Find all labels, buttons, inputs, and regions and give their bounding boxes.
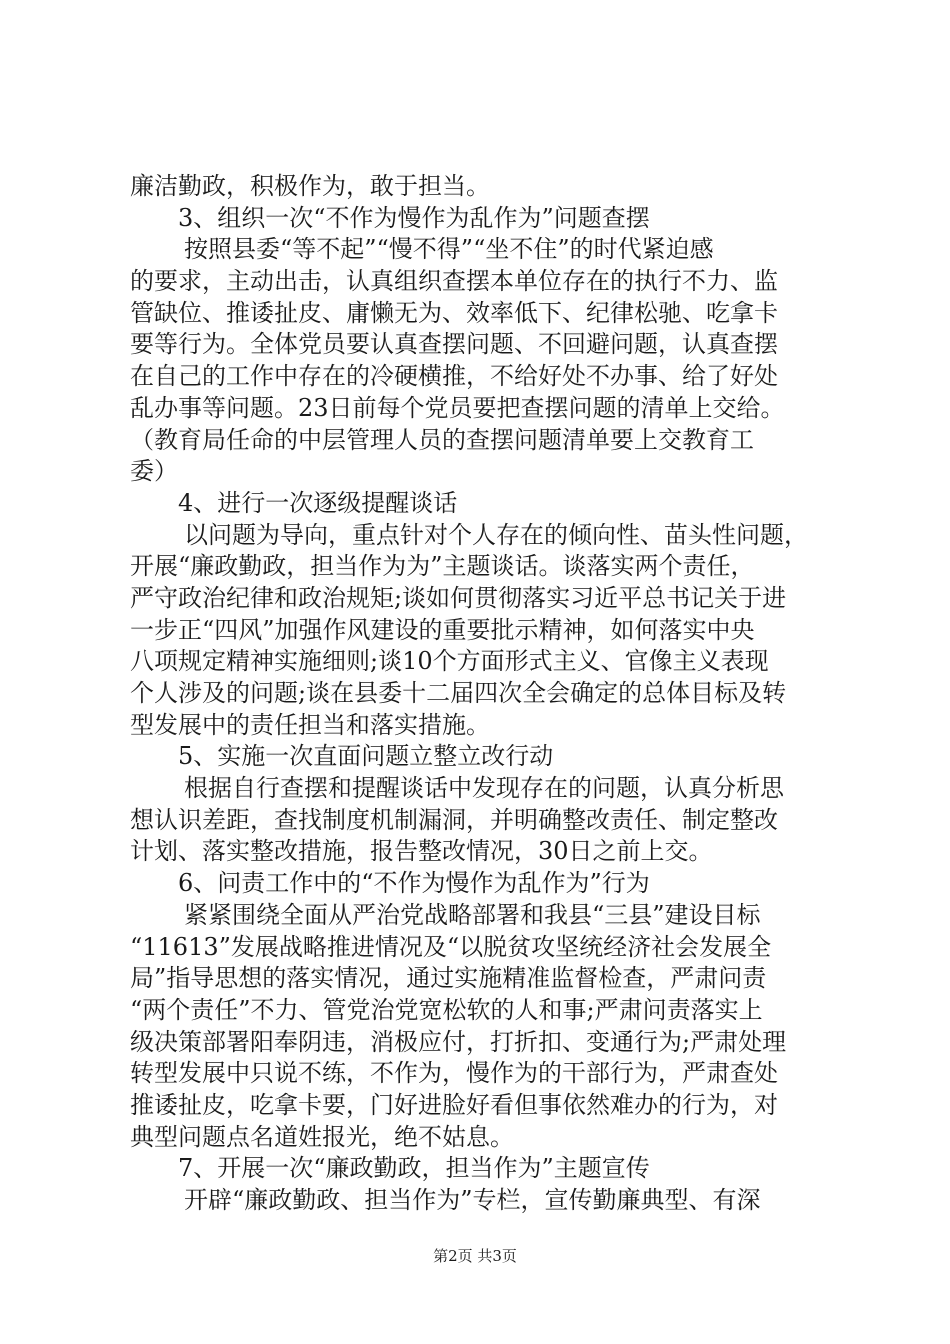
- text-line: 以问题为导向，重点针对个人存在的倾向性、苗头性问题，: [184, 520, 808, 549]
- section-heading: 7、开展一次“廉政勤政，担当作为”主题宣传: [178, 1154, 650, 1183]
- text-line: 乱办事等问题。23日前每个党员要把查摆问题的清单上交给。: [130, 393, 785, 422]
- text-line: 管缺位、推诿扯皮、庸懒无为、效率低下、纪律松驰、吃拿卡: [130, 298, 778, 327]
- text-line: 八项规定精神实施细则;谈10个方面形式主义、官像主义表现: [130, 647, 769, 676]
- text-line: 严守政治纪律和政治规矩;谈如何贯彻落实习近平总书记关于进: [130, 583, 787, 612]
- text-line: 局”指导思想的落实情况，通过实施精准监督检查，严肃问责: [130, 964, 767, 993]
- text-line: 个人涉及的问题;谈在县委十二届四次全会确定的总体目标及转: [130, 679, 787, 707]
- section-heading: 5、实施一次直面问题立整立改行动: [178, 742, 554, 771]
- text-line: 转型发展中只说不练，不作为，慢作为的干部行为，严肃查处: [130, 1059, 778, 1088]
- text-line: 典型问题点名道姓报光，绝不姑息。: [130, 1122, 514, 1151]
- text-line: 要等行为。全体党员要认真查摆问题、不回避问题，认真查摆: [130, 330, 778, 359]
- text-line: 委）: [130, 457, 178, 486]
- section-heading: 3、组织一次“不作为慢作为乱作为”问题查摆: [178, 203, 650, 232]
- text-line: “两个责任”不力、管党治党宽松软的人和事;严肃问责落实上: [130, 995, 763, 1024]
- section-heading: 4、进行一次逐级提醒谈话: [178, 488, 458, 517]
- text-line: 按照县委“等不起”“慢不得”“坐不住”的时代紧迫感: [184, 235, 714, 264]
- page-footer: 第2页 共3页: [433, 1247, 517, 1265]
- text-line: 的要求，主动出击，认真组织查摆本单位存在的执行不力、监: [130, 267, 778, 296]
- text-line: 在自己的工作中存在的冷硬横推，不给好处不办事、给了好处: [130, 362, 778, 391]
- text-line: （教育局任命的中层管理人员的查摆问题清单要上交教育工: [130, 425, 754, 454]
- text-line: 推诿扯皮，吃拿卡要，门好进脸好看但事依然难办的行为，对: [130, 1090, 778, 1119]
- text-line: 型发展中的责任担当和落实措施。: [130, 710, 490, 739]
- text-line: “11613”发展战略推进情况及“以脱贫攻坚统经济社会发展全: [130, 932, 772, 961]
- text-line: 计划、落实整改措施，报告整改情况，30日之前上交。: [130, 837, 713, 866]
- text-line: 廉洁勤政，积极作为，敢于担当。: [130, 172, 490, 200]
- text-line: 紧紧围绕全面从严治党战略部署和我县“三县”建设目标: [184, 900, 761, 929]
- text-line: 开辟“廉政勤政、担当作为”专栏，宣传勤廉典型、有深: [184, 1186, 761, 1214]
- section-heading: 6、问责工作中的“不作为慢作为乱作为”行为: [178, 869, 650, 898]
- body-text: [130, 171, 830, 1217]
- text-line: 根据自行查摆和提醒谈话中发现存在的问题，认真分析思: [184, 774, 784, 803]
- text-line: 想认识差距，查找制度机制漏洞，并明确整改责任、制定整改: [130, 805, 778, 834]
- text-line: 级决策部署阳奉阴违，消极应付，打折扣、变通行为;严肃处理: [130, 1027, 787, 1056]
- text-line: 一步正“四风”加强作风建设的重要批示精神，如何落实中央: [130, 615, 755, 644]
- text-line: 开展“廉政勤政，担当作为为”主题谈话。谈落实两个责任，: [130, 552, 755, 581]
